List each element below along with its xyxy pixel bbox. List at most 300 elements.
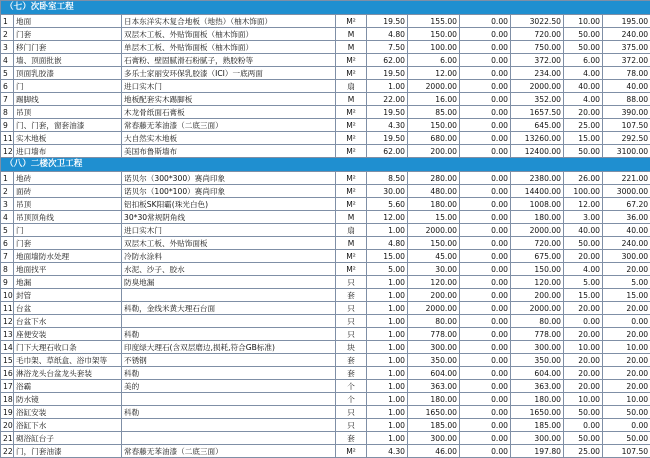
item-name-cell: 浴霸 <box>14 380 122 393</box>
table-row <box>1 393 650 406</box>
material-price-cell: 155.00 <box>408 15 460 28</box>
item-number-cell: 8 <box>1 263 14 276</box>
labor-unit-price-cell: 0.00 <box>564 315 603 328</box>
table-row <box>1 263 650 276</box>
quantity-cell: 1.00 <box>367 393 408 406</box>
unit-cell: M² <box>336 132 367 145</box>
item-number-cell: 13 <box>1 328 14 341</box>
quantity-cell: 1.00 <box>367 341 408 354</box>
table-row <box>1 106 650 119</box>
unit-cell: 个 <box>336 393 367 406</box>
material-total-cell: 234.00 <box>511 67 564 80</box>
unit-cell: M <box>336 237 367 250</box>
material-total-cell: 300.00 <box>511 432 564 445</box>
material-price-cell: 2000.00 <box>408 224 460 237</box>
labor-price-cell: 0.00 <box>460 380 511 393</box>
table-row <box>1 67 650 80</box>
labor-unit-price-cell: 40.00 <box>564 224 603 237</box>
item-number-cell: 9 <box>1 276 14 289</box>
item-number-cell: 5 <box>1 67 14 80</box>
item-name-cell: 防水镜 <box>14 393 122 406</box>
material-spec-cell: 科勒 <box>122 367 336 380</box>
quantity-cell: 1.00 <box>367 276 408 289</box>
item-number-cell: 1 <box>1 15 14 28</box>
material-total-cell: 778.00 <box>511 328 564 341</box>
material-price-cell: 280.00 <box>408 172 460 185</box>
labor-price-cell: 0.00 <box>460 393 511 406</box>
labor-unit-price-cell: 10.00 <box>564 341 603 354</box>
material-spec-cell: 科勒 <box>122 406 336 419</box>
material-total-cell: 185.00 <box>511 419 564 432</box>
labor-unit-price-cell: 15.00 <box>564 289 603 302</box>
material-spec-cell <box>122 315 336 328</box>
item-name-cell: 淋浴龙头台盆龙头套装 <box>14 367 122 380</box>
labor-price-cell: 0.00 <box>460 419 511 432</box>
item-name-cell: 浴缸安装 <box>14 406 122 419</box>
unit-cell: M <box>336 211 367 224</box>
table-row <box>1 198 650 211</box>
item-name-cell: 墙、顶面批嵌 <box>14 54 122 67</box>
material-total-cell: 300.00 <box>511 341 564 354</box>
item-number-cell: 7 <box>1 93 14 106</box>
material-spec-cell <box>122 393 336 406</box>
material-spec-cell: 进口实木门 <box>122 224 336 237</box>
material-price-cell: 300.00 <box>408 341 460 354</box>
table-row <box>1 276 650 289</box>
unit-cell: M² <box>336 145 367 158</box>
labor-total-cell: 0.00 <box>603 315 650 328</box>
material-price-cell: 200.00 <box>408 289 460 302</box>
table-row <box>1 145 650 158</box>
unit-cell: M² <box>336 172 367 185</box>
labor-price-cell: 0.00 <box>460 406 511 419</box>
labor-total-cell: 300.00 <box>603 250 650 263</box>
item-number-cell: 19 <box>1 406 14 419</box>
table-row <box>1 237 650 250</box>
item-name-cell: 吊顶 <box>14 106 122 119</box>
item-number-cell: 17 <box>1 380 14 393</box>
unit-cell: M² <box>336 185 367 198</box>
item-number-cell: 2 <box>1 28 14 41</box>
material-total-cell: 350.00 <box>511 354 564 367</box>
table-row <box>1 224 650 237</box>
material-price-cell: 2000.00 <box>408 80 460 93</box>
item-name-cell: 地面找平 <box>14 263 122 276</box>
labor-price-cell: 0.00 <box>460 354 511 367</box>
table-row <box>1 41 650 54</box>
material-spec-cell: 常春藤无苯油漆（二底三面） <box>122 119 336 132</box>
material-price-cell: 150.00 <box>408 119 460 132</box>
labor-unit-price-cell: 5.00 <box>564 276 603 289</box>
item-number-cell: 15 <box>1 354 14 367</box>
unit-cell: 只 <box>336 419 367 432</box>
item-name-cell: 浴缸下水 <box>14 419 122 432</box>
quantity-cell: 62.00 <box>367 145 408 158</box>
material-total-cell: 200.00 <box>511 289 564 302</box>
labor-price-cell: 0.00 <box>460 315 511 328</box>
labor-price-cell: 0.00 <box>460 328 511 341</box>
item-number-cell: 7 <box>1 250 14 263</box>
labor-price-cell: 0.00 <box>460 106 511 119</box>
material-spec-cell: 冷防水涂料 <box>122 250 336 263</box>
quantity-cell: 1.00 <box>367 367 408 380</box>
labor-total-cell: 20.00 <box>603 354 650 367</box>
labor-total-cell: 50.00 <box>603 406 650 419</box>
item-name-cell: 顶面乳胶漆 <box>14 67 122 80</box>
unit-cell: M <box>336 41 367 54</box>
labor-unit-price-cell: 40.00 <box>564 80 603 93</box>
material-spec-cell: 日本东洋实木复合地板（地热）（柚木饰面） <box>122 15 336 28</box>
material-total-cell: 3022.50 <box>511 15 564 28</box>
quantity-cell: 1.00 <box>367 419 408 432</box>
material-spec-cell: 美国布鲁斯墙布 <box>122 145 336 158</box>
labor-total-cell: 36.00 <box>603 211 650 224</box>
item-number-cell: 14 <box>1 341 14 354</box>
table-row <box>1 419 650 432</box>
material-spec-cell: 印度绿大理石(含双层磨边,损耗,符合GB标准) <box>122 341 336 354</box>
material-spec-cell: 大自然实木地板 <box>122 132 336 145</box>
material-price-cell: 16.00 <box>408 93 460 106</box>
quantity-cell: 1.00 <box>367 289 408 302</box>
item-number-cell: 3 <box>1 198 14 211</box>
quantity-cell: 19.50 <box>367 67 408 80</box>
material-price-cell: 30.00 <box>408 263 460 276</box>
unit-cell: 块 <box>336 341 367 354</box>
item-number-cell: 2 <box>1 185 14 198</box>
item-name-cell: 门、门套，窗套油漆 <box>14 119 122 132</box>
labor-price-cell: 0.00 <box>460 172 511 185</box>
item-name-cell: 进口墙布 <box>14 145 122 158</box>
labor-total-cell: 20.00 <box>603 328 650 341</box>
material-price-cell: 80.00 <box>408 315 460 328</box>
material-total-cell: 13260.00 <box>511 132 564 145</box>
quantity-cell: 22.00 <box>367 93 408 106</box>
material-total-cell: 150.00 <box>511 263 564 276</box>
unit-cell: 只 <box>336 276 367 289</box>
labor-total-cell: 20.00 <box>603 367 650 380</box>
table-row <box>1 80 650 93</box>
material-price-cell: 6.00 <box>408 54 460 67</box>
labor-total-cell: 3100.00 <box>603 145 650 158</box>
material-total-cell: 120.00 <box>511 276 564 289</box>
material-spec-cell <box>122 289 336 302</box>
labor-price-cell: 0.00 <box>460 211 511 224</box>
labor-price-cell: 0.00 <box>460 237 511 250</box>
table-row <box>1 172 650 185</box>
unit-cell: M² <box>336 15 367 28</box>
labor-total-cell: 20.00 <box>603 380 650 393</box>
material-total-cell: 372.00 <box>511 54 564 67</box>
material-spec-cell <box>122 419 336 432</box>
material-price-cell: 100.00 <box>408 41 460 54</box>
quantity-cell: 15.00 <box>367 250 408 263</box>
unit-cell: 扇 <box>336 80 367 93</box>
material-price-cell: 363.00 <box>408 380 460 393</box>
quantity-cell: 7.50 <box>367 41 408 54</box>
quantity-cell: 1.00 <box>367 315 408 328</box>
unit-cell: 套 <box>336 432 367 445</box>
quantity-cell: 8.50 <box>367 172 408 185</box>
material-price-cell: 2000.00 <box>408 302 460 315</box>
item-name-cell: 毛巾架、草纸盒、浴巾架等 <box>14 354 122 367</box>
material-spec-cell: 单层木工板、外贴饰面板（柚木饰面） <box>122 41 336 54</box>
labor-price-cell: 0.00 <box>460 263 511 276</box>
labor-price-cell: 0.00 <box>460 119 511 132</box>
material-spec-cell: 木龙骨纸面石膏板 <box>122 106 336 119</box>
labor-total-cell: 78.00 <box>603 67 650 80</box>
labor-unit-price-cell: 4.00 <box>564 67 603 80</box>
material-spec-cell: 双层木工板、外贴饰面板（柚木饰面） <box>122 28 336 41</box>
table-row <box>1 328 650 341</box>
material-total-cell: 197.80 <box>511 445 564 458</box>
section-header <box>1 1 650 15</box>
material-price-cell: 12.00 <box>408 67 460 80</box>
item-name-cell: 踢脚线 <box>14 93 122 106</box>
labor-price-cell: 0.00 <box>460 28 511 41</box>
labor-price-cell: 0.00 <box>460 185 511 198</box>
labor-unit-price-cell: 20.00 <box>564 354 603 367</box>
material-price-cell: 180.00 <box>408 198 460 211</box>
item-number-cell: 18 <box>1 393 14 406</box>
material-price-cell: 200.00 <box>408 145 460 158</box>
material-spec-cell: 诺贝尔（300*300）赛尚印象 <box>122 172 336 185</box>
item-name-cell: 地面 <box>14 15 122 28</box>
material-spec-cell: 多乐士家丽安环保乳胶漆（ICI）一底两面 <box>122 67 336 80</box>
item-name-cell: 座便安装 <box>14 328 122 341</box>
labor-unit-price-cell: 25.00 <box>564 445 603 458</box>
labor-unit-price-cell: 15.00 <box>564 132 603 145</box>
material-total-cell: 12400.00 <box>511 145 564 158</box>
unit-cell: 只 <box>336 302 367 315</box>
material-price-cell: 46.00 <box>408 445 460 458</box>
labor-price-cell: 0.00 <box>460 41 511 54</box>
quantity-cell: 62.00 <box>367 54 408 67</box>
table-row <box>1 432 650 445</box>
quantity-cell: 1.00 <box>367 354 408 367</box>
item-name-cell: 吊顶顶角线 <box>14 211 122 224</box>
material-price-cell: 45.00 <box>408 250 460 263</box>
material-spec-cell: 防臭地漏 <box>122 276 336 289</box>
item-name-cell: 门，门套油漆 <box>14 445 122 458</box>
material-total-cell: 1650.00 <box>511 406 564 419</box>
labor-unit-price-cell: 50.00 <box>564 406 603 419</box>
table-row <box>1 132 650 145</box>
item-number-cell: 6 <box>1 80 14 93</box>
quantity-cell: 5.00 <box>367 263 408 276</box>
material-total-cell: 604.00 <box>511 367 564 380</box>
labor-total-cell: 20.00 <box>603 263 650 276</box>
table-row <box>1 250 650 263</box>
quantity-cell: 5.60 <box>367 198 408 211</box>
labor-total-cell: 40.00 <box>603 80 650 93</box>
unit-cell: M² <box>336 198 367 211</box>
section-header <box>1 158 650 172</box>
labor-total-cell: 240.00 <box>603 237 650 250</box>
material-price-cell: 120.00 <box>408 276 460 289</box>
material-price-cell: 15.00 <box>408 211 460 224</box>
material-total-cell: 2380.00 <box>511 172 564 185</box>
item-number-cell: 8 <box>1 106 14 119</box>
labor-unit-price-cell: 10.00 <box>564 15 603 28</box>
material-price-cell: 185.00 <box>408 419 460 432</box>
material-total-cell: 180.00 <box>511 211 564 224</box>
quantity-cell: 4.80 <box>367 28 408 41</box>
item-number-cell: 20 <box>1 419 14 432</box>
item-name-cell: 门 <box>14 80 122 93</box>
labor-price-cell: 0.00 <box>460 276 511 289</box>
material-spec-cell: 科勒，金线米黄大理石台面 <box>122 302 336 315</box>
material-price-cell: 778.00 <box>408 328 460 341</box>
material-price-cell: 300.00 <box>408 432 460 445</box>
labor-total-cell: 390.00 <box>603 106 650 119</box>
unit-cell: M² <box>336 445 367 458</box>
material-price-cell: 350.00 <box>408 354 460 367</box>
quantity-cell: 1.00 <box>367 302 408 315</box>
labor-price-cell: 0.00 <box>460 224 511 237</box>
table-row <box>1 302 650 315</box>
material-spec-cell: 铝扣板SK阳霸(珠光白色) <box>122 198 336 211</box>
labor-unit-price-cell: 20.00 <box>564 250 603 263</box>
material-spec-cell: 美的 <box>122 380 336 393</box>
material-total-cell: 720.00 <box>511 237 564 250</box>
quantity-cell: 1.00 <box>367 224 408 237</box>
material-price-cell: 1650.00 <box>408 406 460 419</box>
labor-total-cell: 67.20 <box>603 198 650 211</box>
material-price-cell: 150.00 <box>408 28 460 41</box>
labor-unit-price-cell: 4.00 <box>564 93 603 106</box>
labor-total-cell: 240.00 <box>603 28 650 41</box>
table-row <box>1 380 650 393</box>
quantity-cell: 4.80 <box>367 237 408 250</box>
labor-total-cell: 88.00 <box>603 93 650 106</box>
unit-cell: M² <box>336 67 367 80</box>
labor-total-cell: 0.00 <box>603 419 650 432</box>
table-row <box>1 28 650 41</box>
labor-price-cell: 0.00 <box>460 432 511 445</box>
material-spec-cell: 诺贝尔（100*100）赛尚印象 <box>122 185 336 198</box>
labor-price-cell: 0.00 <box>460 289 511 302</box>
table-row <box>1 406 650 419</box>
quantity-cell: 4.30 <box>367 445 408 458</box>
item-name-cell: 地砖 <box>14 172 122 185</box>
material-total-cell: 352.00 <box>511 93 564 106</box>
labor-total-cell: 50.00 <box>603 432 650 445</box>
unit-cell: 只 <box>336 406 367 419</box>
item-number-cell: 6 <box>1 237 14 250</box>
item-number-cell: 11 <box>1 132 14 145</box>
quantity-cell: 1.00 <box>367 80 408 93</box>
item-number-cell: 12 <box>1 145 14 158</box>
labor-unit-price-cell: 4.00 <box>564 263 603 276</box>
item-number-cell: 12 <box>1 315 14 328</box>
labor-price-cell: 0.00 <box>460 93 511 106</box>
labor-unit-price-cell: 10.00 <box>564 393 603 406</box>
unit-cell: 套 <box>336 289 367 302</box>
unit-cell: 套 <box>336 354 367 367</box>
quantity-cell: 19.50 <box>367 15 408 28</box>
labor-unit-price-cell: 20.00 <box>564 302 603 315</box>
item-name-cell: 地漏 <box>14 276 122 289</box>
labor-price-cell: 0.00 <box>460 15 511 28</box>
item-number-cell: 10 <box>1 289 14 302</box>
labor-unit-price-cell: 25.00 <box>564 119 603 132</box>
unit-cell: 个 <box>336 380 367 393</box>
item-name-cell: 地面墙防水处理 <box>14 250 122 263</box>
labor-unit-price-cell: 100.00 <box>564 185 603 198</box>
item-name-cell: 门下大理石收口条 <box>14 341 122 354</box>
quantity-cell: 1.00 <box>367 380 408 393</box>
table-row <box>1 93 650 106</box>
table-row <box>1 341 650 354</box>
labor-total-cell: 221.00 <box>603 172 650 185</box>
material-total-cell: 1657.50 <box>511 106 564 119</box>
labor-unit-price-cell: 50.00 <box>564 145 603 158</box>
labor-price-cell: 0.00 <box>460 67 511 80</box>
labor-unit-price-cell: 20.00 <box>564 328 603 341</box>
labor-unit-price-cell: 26.00 <box>564 172 603 185</box>
unit-cell: M² <box>336 119 367 132</box>
item-number-cell: 3 <box>1 41 14 54</box>
section-title: （七）次卧室工程 <box>1 1 650 15</box>
material-total-cell: 720.00 <box>511 28 564 41</box>
material-total-cell: 2000.00 <box>511 224 564 237</box>
item-number-cell: 11 <box>1 302 14 315</box>
labor-total-cell: 10.00 <box>603 341 650 354</box>
labor-unit-price-cell: 20.00 <box>564 106 603 119</box>
labor-price-cell: 0.00 <box>460 54 511 67</box>
unit-cell: 只 <box>336 315 367 328</box>
labor-price-cell: 0.00 <box>460 132 511 145</box>
quantity-cell: 19.50 <box>367 106 408 119</box>
item-number-cell: 5 <box>1 224 14 237</box>
labor-unit-price-cell: 12.00 <box>564 198 603 211</box>
labor-total-cell: 292.50 <box>603 132 650 145</box>
unit-cell: 扇 <box>336 224 367 237</box>
labor-total-cell: 40.00 <box>603 224 650 237</box>
material-spec-cell: 30*30常规阴角线 <box>122 211 336 224</box>
labor-price-cell: 0.00 <box>460 145 511 158</box>
quantity-cell: 1.00 <box>367 432 408 445</box>
item-number-cell: 1 <box>1 172 14 185</box>
material-spec-cell: 常春藤无苯油漆（二底三面） <box>122 445 336 458</box>
item-name-cell: 门套 <box>14 28 122 41</box>
item-name-cell: 门 <box>14 224 122 237</box>
table-row <box>1 185 650 198</box>
labor-unit-price-cell: 50.00 <box>564 432 603 445</box>
labor-price-cell: 0.00 <box>460 445 511 458</box>
labor-price-cell: 0.00 <box>460 367 511 380</box>
material-spec-cell: 石膏粉、壁固腻滑石粉腻子，熟胶粉等 <box>122 54 336 67</box>
material-total-cell: 750.00 <box>511 41 564 54</box>
labor-total-cell: 372.00 <box>603 54 650 67</box>
quantity-cell: 1.00 <box>367 406 408 419</box>
item-number-cell: 16 <box>1 367 14 380</box>
item-name-cell: 封管 <box>14 289 122 302</box>
labor-total-cell: 195.00 <box>603 15 650 28</box>
quantity-cell: 4.30 <box>367 119 408 132</box>
labor-total-cell: 107.50 <box>603 445 650 458</box>
item-name-cell: 台盆 <box>14 302 122 315</box>
item-name-cell: 门套 <box>14 237 122 250</box>
material-price-cell: 680.00 <box>408 132 460 145</box>
labor-unit-price-cell: 3.00 <box>564 211 603 224</box>
quantity-cell: 19.50 <box>367 132 408 145</box>
material-total-cell: 2000.00 <box>511 80 564 93</box>
table-row <box>1 367 650 380</box>
labor-total-cell: 10.00 <box>603 393 650 406</box>
material-spec-cell: 地板配套实木踢脚板 <box>122 93 336 106</box>
material-spec-cell <box>122 432 336 445</box>
